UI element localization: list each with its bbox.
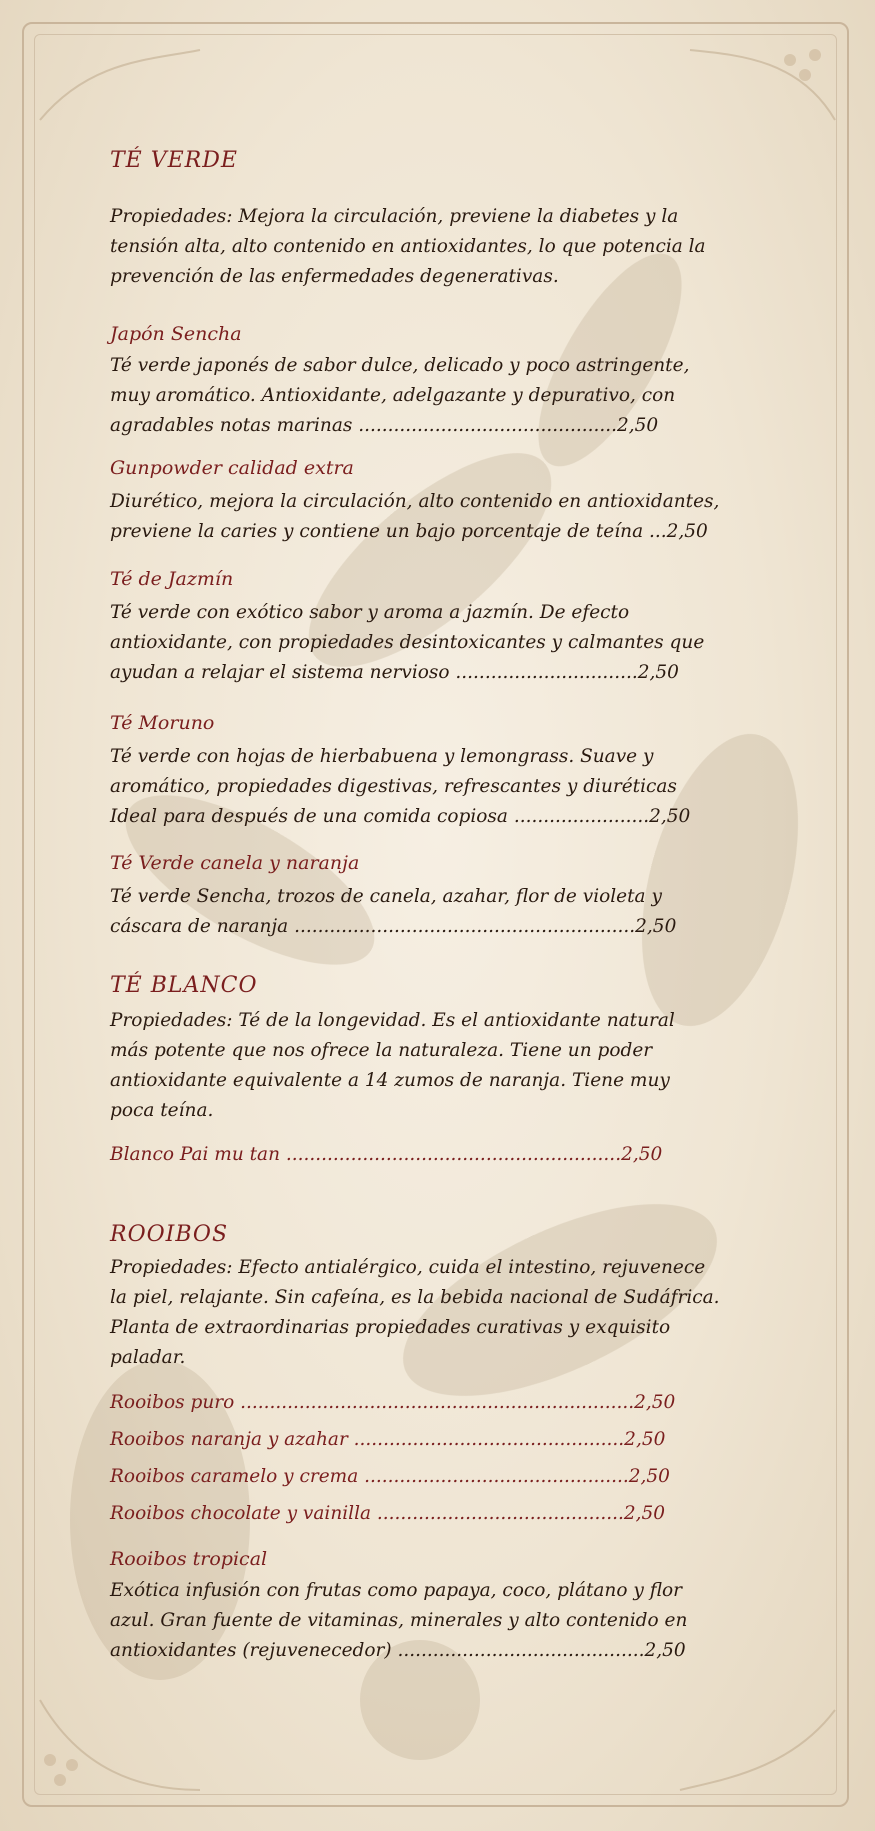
menu-item-japon-sencha [110,323,790,441]
item-description-line: Té verde japonés de sabor dulce, delicado y poco astringente, [110,355,690,376]
section-title: ROOIBOS [110,1222,229,1247]
section-rooibos [110,1222,790,1373]
section-title: TÉ VERDE [110,148,238,173]
menu-item-gunpowder [110,457,790,547]
item-description-line: antioxidante, con propiedades desintoxicantes y calmantes que [110,632,705,653]
properties-line: antioxidante equivalente a 14 zumos de naranja. Tiene muy [110,1070,670,1091]
item-description-line: Té verde con exótico sabor y aroma a jazmín. De efecto [110,602,630,623]
item-description-line: Exótica infusión con frutas como papaya, coco, plátano y flor [110,1580,683,1601]
list-item: Rooibos puro ...................................................................2,50 [110,1392,676,1413]
item-description-line: Té verde Sencha, trozos de canela, azahar, flor de violeta y [110,886,662,907]
item-description-line: aromático, propiedades digestivas, refrescantes y diuréticas [110,776,677,797]
properties-line: tensión alta, alto contenido en antioxidantes, lo que potencia la [110,236,706,257]
properties-line: Planta de extraordinarias propiedades curativas y exquisito [110,1317,671,1338]
item-name: Gunpowder calidad extra [110,457,354,479]
list-item: Rooibos naranja y azahar ..............................................2,50 [110,1429,666,1450]
item-name: Té de Jazmín [110,568,234,590]
menu-item-rooibos-tropical [110,1548,790,1666]
properties-line: Propiedades: Té de la longevidad. Es el antioxidante natural [110,1010,675,1031]
section-te-blanco [110,973,790,1126]
properties-line: Propiedades: Efecto antialérgico, cuida el intestino, rejuvenece [110,1257,706,1278]
properties-line: más potente que nos ofrece la naturaleza. Tiene un poder [110,1040,653,1061]
item-price-line: previene la caries y contiene un bajo porcentaje de teína ...2,50 [110,521,708,542]
properties-line: poca teína. [110,1100,214,1121]
menu-item-blanco-pai-mu-tan [110,1140,790,1170]
item-name: Té Moruno [110,712,215,734]
properties-line: la piel, relajante. Sin cafeína, es la bebida nacional de Sudáfrica. [110,1287,720,1308]
item-description-line: muy aromático. Antioxidante, adelgazante y depurativo, con [110,385,676,406]
item-description-line: Té verde con hojas de hierbabuena y lemongrass. Suave y [110,746,654,767]
item-name: Japón Sencha [110,323,242,345]
list-item: Rooibos caramelo y crema .............................................2,50 [110,1466,670,1487]
item-price-line: cáscara de naranja ..........................................................2,50 [110,916,677,937]
item-price-line: Ideal para después de una comida copiosa .......................2,50 [110,806,691,827]
properties-line: Propiedades: Mejora la circulación, previene la diabetes y la [110,206,679,227]
item-price-line: Blanco Pai mu tan .........................................................2,50 [110,1144,663,1165]
menu-item-verde-canela-naranja [110,852,790,942]
item-description-line: Diurético, mejora la circulación, alto contenido en antioxidantes, [110,491,720,512]
item-name: Rooibos tropical [110,1548,268,1570]
properties-line: prevención de las enfermedades degenerativas. [110,266,559,287]
section-title: TÉ BLANCO [110,973,258,998]
list-item: Rooibos chocolate y vainilla ..........................................2,50 [110,1503,666,1524]
item-price-line: ayudan a relajar el sistema nervioso ...............................2,50 [110,662,679,683]
menu-item-te-jazmin [110,568,790,688]
rooibos-list [110,1384,790,1532]
menu-item-te-moruno [110,712,790,832]
item-price-line: antioxidantes (rejuvenecedor) ..........................................2,50 [110,1640,686,1661]
section-te-verde [110,148,790,173]
item-name: Té Verde canela y naranja [110,852,360,874]
properties-line: paladar. [110,1347,186,1368]
item-price-line: agradables notas marinas ............................................2,50 [110,415,659,436]
section-properties [110,202,790,292]
item-description-line: azul. Gran fuente de vitaminas, minerales y alto contenido en [110,1610,688,1631]
